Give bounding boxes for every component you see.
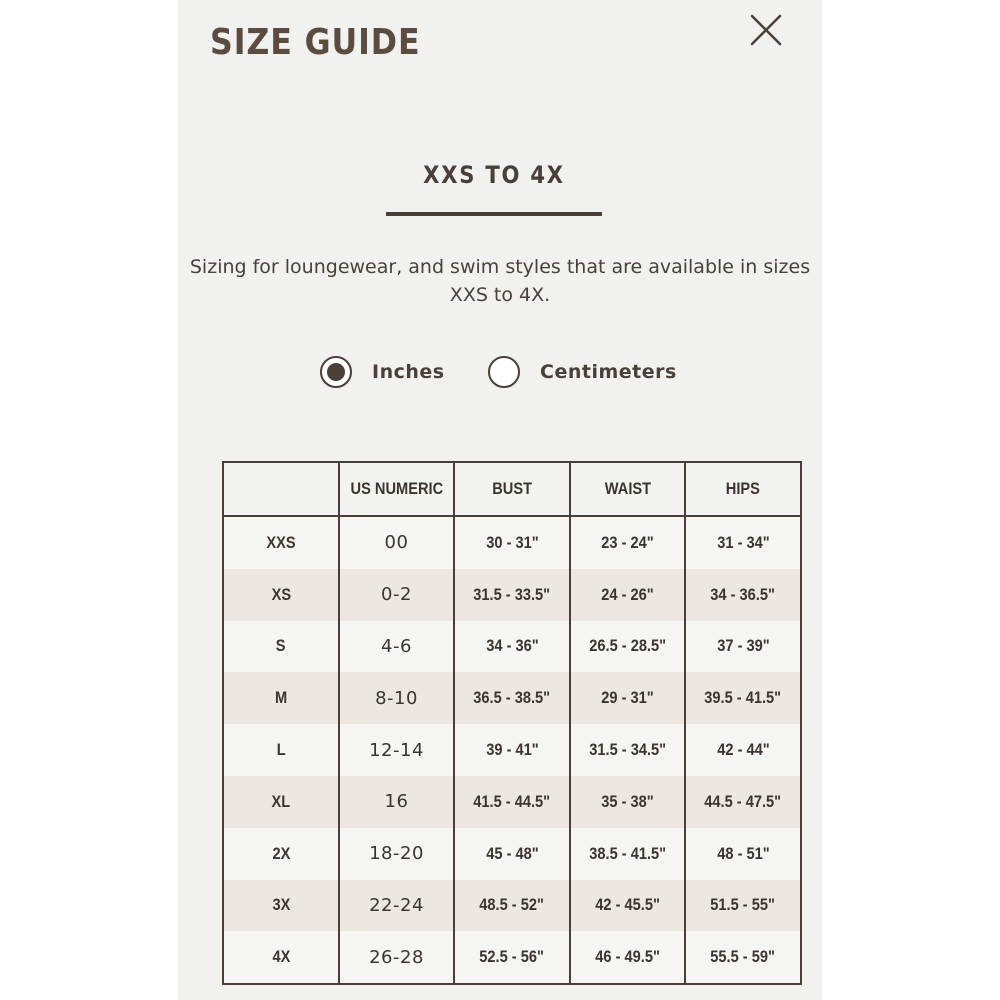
header-bust: BUST — [454, 462, 570, 516]
table-row — [223, 880, 801, 932]
table-row — [223, 724, 801, 776]
cell-hips: 44.5 - 47.5" — [685, 776, 801, 828]
cell-bust: 48.5 - 52" — [454, 880, 570, 932]
cell-us-numeric: 22-24 — [339, 880, 454, 932]
header-size — [223, 462, 339, 516]
table-row — [223, 828, 801, 880]
centimeters-radio[interactable] — [488, 356, 520, 388]
cell-us-numeric: 18-20 — [339, 828, 454, 880]
cell-size: 4X — [223, 931, 339, 984]
cell-bust: 41.5 - 44.5" — [454, 776, 570, 828]
cell-size: 2X — [223, 828, 339, 880]
unit-option-inches[interactable] — [320, 352, 445, 392]
table-body — [223, 516, 801, 984]
inches-radio[interactable] — [320, 356, 352, 388]
cell-bust: 45 - 48" — [454, 828, 570, 880]
cell-us-numeric: 0-2 — [339, 569, 454, 621]
cell-waist: 38.5 - 41.5" — [570, 828, 685, 880]
cell-size: XL — [223, 776, 339, 828]
cell-us-numeric: 26-28 — [339, 931, 454, 984]
inches-label: Inches — [372, 361, 445, 383]
cell-size: XXS — [223, 516, 339, 569]
cell-hips: 55.5 - 59" — [685, 931, 801, 984]
cell-waist: 31.5 - 34.5" — [570, 724, 685, 776]
page-title: SIZE GUIDE — [210, 22, 421, 63]
cell-hips: 39.5 - 41.5" — [685, 672, 801, 724]
cell-bust: 31.5 - 33.5" — [454, 569, 570, 621]
cell-waist: 46 - 49.5" — [570, 931, 685, 984]
cell-waist: 29 - 31" — [570, 672, 685, 724]
table-row — [223, 776, 801, 828]
tab-xxs-to-4x[interactable] — [386, 155, 602, 195]
cell-waist: 26.5 - 28.5" — [570, 621, 685, 673]
tab-active-underline — [386, 212, 602, 216]
cell-us-numeric: 4-6 — [339, 621, 454, 673]
cell-bust: 39 - 41" — [454, 724, 570, 776]
cell-us-numeric: 00 — [339, 516, 454, 569]
header-hips: HIPS — [685, 462, 801, 516]
cell-hips: 34 - 36.5" — [685, 569, 801, 621]
cell-waist: 23 - 24" — [570, 516, 685, 569]
cell-us-numeric: 8-10 — [339, 672, 454, 724]
cell-size: L — [223, 724, 339, 776]
close-icon — [744, 8, 788, 52]
table-row — [223, 621, 801, 673]
cell-waist: 42 - 45.5" — [570, 880, 685, 932]
cell-hips: 31 - 34" — [685, 516, 801, 569]
cell-hips: 48 - 51" — [685, 828, 801, 880]
size-description: Sizing for loungewear, and swim styles that are available in sizes XXS to 4X. — [189, 256, 811, 306]
cell-size: 3X — [223, 880, 339, 932]
cell-size: S — [223, 621, 339, 673]
table-row — [223, 569, 801, 621]
table-row — [223, 931, 801, 984]
cell-bust: 36.5 - 38.5" — [454, 672, 570, 724]
unit-selector — [178, 352, 822, 392]
cell-bust: 52.5 - 56" — [454, 931, 570, 984]
table-row — [223, 672, 801, 724]
radio-selected-dot — [327, 363, 345, 381]
cell-waist: 24 - 26" — [570, 569, 685, 621]
cell-size: M — [223, 672, 339, 724]
cell-bust: 34 - 36" — [454, 621, 570, 673]
size-guide-panel — [178, 0, 822, 1000]
close-button[interactable] — [744, 8, 788, 52]
cell-us-numeric: 12-14 — [339, 724, 454, 776]
cell-hips: 42 - 44" — [685, 724, 801, 776]
cell-bust: 30 - 31" — [454, 516, 570, 569]
unit-option-centimeters[interactable] — [488, 352, 677, 392]
cell-hips: 37 - 39" — [685, 621, 801, 673]
size-chart-table — [222, 461, 802, 985]
table-header-row — [223, 462, 801, 516]
header-us-numeric: US NUMERIC — [339, 462, 454, 516]
cell-us-numeric: 16 — [339, 776, 454, 828]
cell-size: XS — [223, 569, 339, 621]
cell-waist: 35 - 38" — [570, 776, 685, 828]
centimeters-label: Centimeters — [540, 361, 677, 383]
cell-hips: 51.5 - 55" — [685, 880, 801, 932]
tab-label: XXS TO 4X — [423, 161, 565, 189]
header-waist: WAIST — [570, 462, 685, 516]
table-row — [223, 516, 801, 569]
